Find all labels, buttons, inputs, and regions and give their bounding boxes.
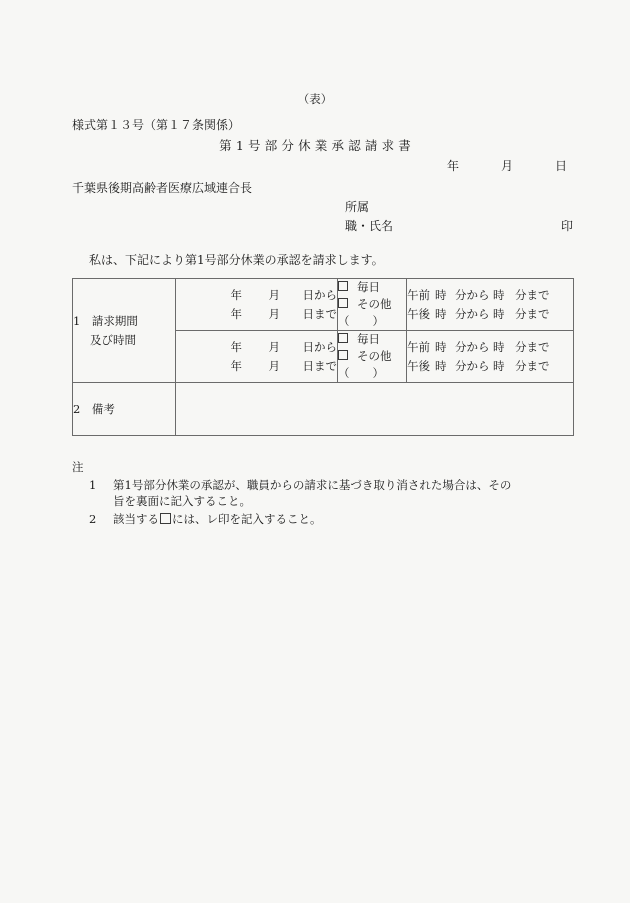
front-side-marker: （表） [297,92,333,106]
period-2-date-field[interactable] [176,331,338,383]
am-label: 午前 [407,339,430,354]
month-label: 月 [268,306,280,321]
name-label: 職・氏名 [345,219,394,233]
remarks-input[interactable] [176,383,574,436]
note-number: 1 [89,478,97,492]
checkbox-icon[interactable] [338,281,348,291]
hour-label: 時 [435,306,447,321]
note-item [72,511,592,527]
date-year-label: 年 [446,159,459,173]
day-to-label: 日まで [302,306,337,321]
period-1-date-from [176,286,337,305]
hour-label: 時 [435,358,447,373]
period-2-frequency-group [338,331,407,383]
intro-statement: 私は、下記により第1号部分休業の承認を請求します。 [89,253,384,267]
period-1-time-pm [407,305,573,324]
period-2-date-to [176,357,337,376]
note-text-after: には、レ印を記入すること。 [172,512,322,526]
day-from-label: 日から [302,287,337,302]
note-item [72,477,592,509]
checkbox-other-label: その他 [357,297,392,311]
request-table [72,278,574,436]
period-1-checkbox-other[interactable] [338,296,406,313]
pm-label: 午後 [407,306,430,321]
minute-from-label: 分から [455,287,490,302]
period-2-checkbox-other[interactable] [338,348,406,365]
submission-date-line [0,158,567,174]
minute-from-label: 分から [455,339,490,354]
minute-to-label: 分まで [515,306,550,321]
notes-section [72,459,592,527]
minute-from-label: 分から [455,358,490,373]
period-section-label [73,279,176,383]
notes-heading: 注 [72,460,84,474]
day-to-label: 日まで [302,358,337,373]
note-text [113,477,592,509]
period-2-date-from [176,338,337,357]
period-1-date-field[interactable] [176,279,338,331]
checkbox-icon[interactable] [338,298,348,308]
note-text-line2: 旨を裏面に記入すること。 [113,494,251,508]
month-label: 月 [268,358,280,373]
hour-label: 時 [493,287,505,302]
checkbox-daily-label: 毎日 [357,280,380,294]
hour-label: 時 [435,287,447,302]
am-label: 午前 [407,287,430,302]
note-text-line1: 第1号部分休業の承認が、職員からの請求に基づき取り消された場合は、その [113,478,512,492]
date-day-label: 日 [554,159,567,173]
remarks-label: 2 備考 [73,383,176,436]
table-row [73,279,574,331]
period-1-date-to [176,305,337,324]
minute-to-label: 分まで [515,358,550,373]
year-label: 年 [230,339,242,354]
period-2-time-field[interactable] [407,331,574,383]
period-2-other-input[interactable]: （ ） [338,366,384,380]
document-title: 第1号部分休業承認請求書 [219,138,416,153]
note-text-before: 該当する [113,512,159,526]
day-from-label: 日から [302,339,337,354]
period-2-time-pm [407,357,573,376]
year-label: 年 [230,287,242,302]
name-row [345,218,573,234]
year-label: 年 [230,306,242,321]
note-text [113,511,592,527]
period-2-time-am [407,338,573,357]
minute-from-label: 分から [455,306,490,321]
addressee-label: 千葉県後期高齢者医療広域連合長 [72,181,253,195]
year-label: 年 [230,358,242,373]
checkbox-icon[interactable] [338,350,348,360]
period-1-other-input[interactable]: （ ） [338,314,384,328]
date-month-label: 月 [500,159,513,173]
period-label-line1: 1 請求期間 [73,313,138,328]
period-1-time-am [407,286,573,305]
checkbox-icon[interactable] [338,333,348,343]
hour-label: 時 [435,339,447,354]
minute-to-label: 分まで [515,339,550,354]
period-1-checkbox-daily[interactable] [338,279,406,296]
checkbox-icon [160,513,171,524]
minute-to-label: 分まで [515,287,550,302]
form-number-label: 様式第１３号（第１７条関係） [72,118,241,132]
hour-label: 時 [493,358,505,373]
hour-label: 時 [493,306,505,321]
hour-label: 時 [493,339,505,354]
month-label: 月 [268,287,280,302]
checkbox-other-label: その他 [357,349,392,363]
affiliation-label: 所属 [345,200,370,214]
seal-label: 印 [560,219,573,233]
checkbox-daily-label: 毎日 [357,332,380,346]
note-number: 2 [89,512,97,526]
table-row [73,383,574,436]
month-label: 月 [268,339,280,354]
period-2-checkbox-daily[interactable] [338,331,406,348]
period-1-time-field[interactable] [407,279,574,331]
period-label-line2: 及び時間 [90,332,136,347]
period-1-frequency-group [338,279,407,331]
pm-label: 午後 [407,358,430,373]
